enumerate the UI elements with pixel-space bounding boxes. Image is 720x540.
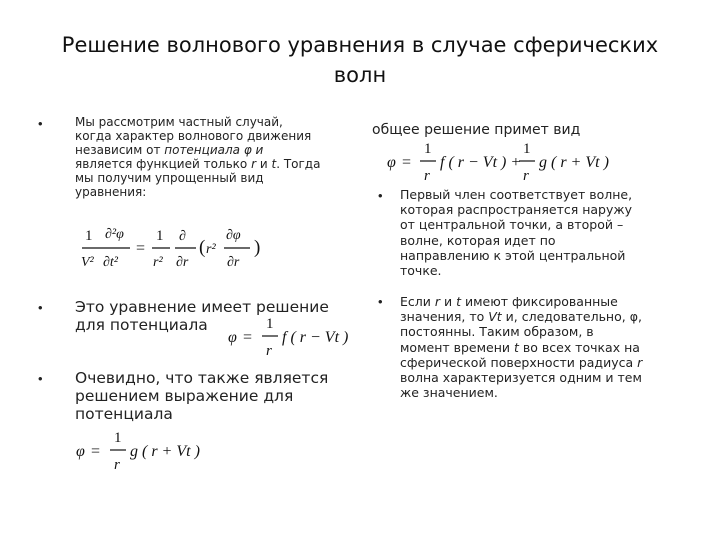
- right-paragraph-1: [400, 187, 700, 278]
- f1-d2phi: ∂²φ: [105, 227, 124, 242]
- text-line: мы получим упрощенный вид: [75, 171, 264, 185]
- bullet-3: •: [38, 371, 43, 386]
- f4-one2: 1: [523, 141, 531, 157]
- text-line: Это уравнение имеет решение: [75, 298, 329, 316]
- f3-one: 1: [114, 430, 122, 446]
- left-paragraph-3: [75, 369, 375, 423]
- text-line: постоянны. Таким образом, в: [400, 324, 594, 340]
- bullet-4: •: [378, 188, 383, 203]
- right-intro: общее решение примет вид: [372, 122, 581, 138]
- text-line: [75, 157, 365, 171]
- text-span: является функцией только: [75, 157, 252, 171]
- text-span: и: [440, 294, 457, 309]
- f3-expr: g ( r + Vt ): [130, 443, 200, 460]
- f1-V2: V²: [81, 255, 94, 270]
- f2-r: r: [266, 343, 272, 359]
- f1-dr: ∂r: [176, 255, 189, 270]
- f2-equals: =: [243, 329, 253, 346]
- text-span-italic: r: [434, 294, 440, 309]
- text-line: [400, 340, 705, 355]
- text-span-italic: Vt: [488, 309, 502, 325]
- f4-phi: φ: [387, 154, 396, 171]
- f4-one: 1: [424, 141, 432, 157]
- incoming-wave-formula: [74, 428, 234, 478]
- f1-open-paren: (: [199, 237, 206, 258]
- f1-dt2: ∂t²: [103, 255, 119, 270]
- general-solution-formula: [385, 140, 625, 190]
- outgoing-wave-formula: [226, 310, 366, 360]
- text-line: волна характеризуется одним и тем: [400, 370, 642, 386]
- f1-dr2: ∂r: [227, 255, 240, 270]
- slide-title: [40, 30, 680, 90]
- text-line: для потенциала: [75, 316, 208, 334]
- text-line: решением выражение для: [75, 387, 294, 405]
- title-line-2: волн: [333, 63, 387, 87]
- text-span: . Тогда: [276, 157, 321, 171]
- f1-r2b: r²: [206, 242, 216, 257]
- f3-r: r: [114, 457, 120, 473]
- f4-expr1: f ( r − Vt ) +: [440, 154, 522, 171]
- text-span: и: [256, 157, 272, 171]
- text-span-italic: t: [456, 294, 461, 309]
- f1-one2: 1: [156, 228, 164, 244]
- text-line: [400, 309, 705, 324]
- wave-equation-formula: [78, 222, 278, 274]
- text-line: которая распространяется наружу: [400, 202, 633, 218]
- text-span-italic: t: [271, 157, 277, 171]
- text-line: потенциала: [75, 405, 173, 423]
- text-line: уравнения:: [75, 185, 147, 199]
- f1-r2: r²: [153, 255, 163, 270]
- bullet-5: •: [378, 294, 383, 309]
- text-span: во всех точках на: [518, 339, 640, 355]
- text-span-italic: r: [637, 354, 643, 370]
- text-line: [400, 355, 705, 370]
- text-line: точке.: [400, 263, 442, 279]
- text-span: независим от: [75, 143, 165, 157]
- f4-expr2: g ( r + Vt ): [539, 154, 609, 171]
- text-line: Мы рассмотрим частный случай,: [75, 115, 283, 129]
- f1-close-paren: ): [254, 237, 261, 258]
- text-span-italic: потенциала: [164, 143, 240, 157]
- title-line-1: Решение волнового уравнения в случае сферических: [61, 33, 659, 57]
- right-paragraph-2: [400, 294, 705, 400]
- text-line: направлению к этой центральной: [400, 247, 626, 263]
- f3-phi: φ: [76, 443, 85, 460]
- f4-r: r: [424, 168, 430, 184]
- f1-partial: ∂: [179, 229, 186, 244]
- text-line: же значением.: [400, 385, 498, 401]
- text-line: Первый член соответствует волне,: [400, 187, 633, 202]
- f2-phi: φ: [228, 329, 237, 346]
- text-line: Очевидно, что также является: [75, 369, 329, 387]
- left-paragraph-1: [75, 115, 365, 199]
- text-span: момент времени: [400, 339, 515, 355]
- text-line: [400, 294, 705, 309]
- text-line: от центральной точки, а второй –: [400, 217, 624, 233]
- text-span: имеют фиксированные: [460, 294, 618, 309]
- text-span-italic: φ и: [240, 143, 264, 157]
- f2-expr: f ( r − Vt ): [282, 329, 349, 346]
- text-span: и, следовательно, φ,: [501, 309, 642, 325]
- f3-equals: =: [91, 443, 101, 460]
- f4-r2: r: [523, 168, 529, 184]
- text-line: [75, 143, 365, 157]
- f2-one: 1: [266, 316, 274, 332]
- text-span-italic: t: [514, 339, 519, 355]
- text-span: сферической поверхности радиуса: [400, 354, 638, 370]
- text-line: волне, которая идет по: [400, 232, 556, 248]
- f1-equals: =: [136, 240, 146, 257]
- bullet-1: •: [38, 116, 43, 131]
- text-span: значения, то: [400, 309, 489, 325]
- text-span-italic: r: [251, 157, 257, 171]
- text-line: когда характер волнового движения: [75, 129, 312, 143]
- f4-equals: =: [402, 154, 412, 171]
- text-span: Если: [400, 294, 435, 309]
- f1-dphi: ∂φ: [226, 228, 241, 243]
- bullet-2: •: [38, 300, 43, 315]
- f1-one: 1: [85, 228, 93, 244]
